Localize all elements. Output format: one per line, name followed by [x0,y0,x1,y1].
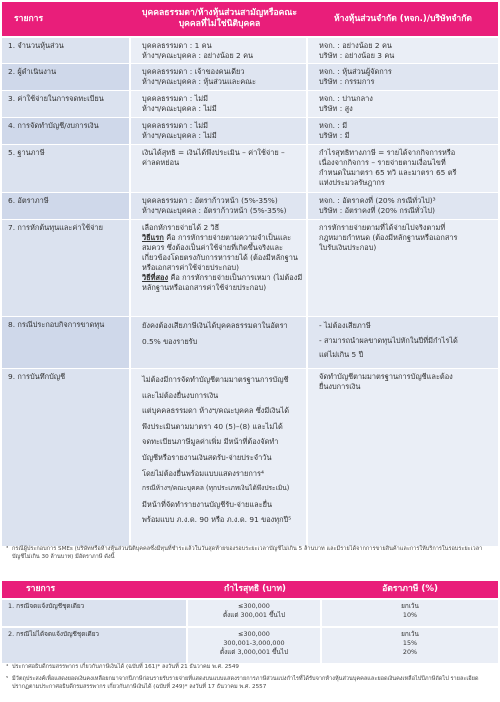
row-company: - ไม่ต้องเสียภาษี - สามารถนำผลขาดทุนไปหักในปีที่มีกำไรได้ แต่ไม่เกิน 5 ปี [308,317,498,368]
row-company: หจก. : หุ้นส่วนผู้จัดการ บริษัท : กรรมการ [308,64,498,90]
table-row [2,317,498,369]
footnote-4: ⁴ ประกาศอธิบดีกรมสรรพากร เกี่ยวกับภาษีเงินได้ (ฉบับที่ 161)* ลงวันที่ 21 ธันวาคม พ.ศ. 2549 [6,664,239,670]
table-row [2,193,498,220]
table-row [2,369,498,547]
sme-row-profit: ≤300,000 300,001-3,000,000 ตั้งแต่ 3,000,001 ขึ้นไป [188,628,322,663]
row-individual: บุคคลธรรมดา : 1 คน ห้างฯ/คณะบุคคล : อย่างน้อย 2 คน [131,38,308,63]
sme-table-header [2,581,498,598]
table-row [2,600,498,626]
row-company: กำไรสุทธิทางภาษี = รายได้จากกิจการหรือ เนื่องจากกิจการ – รายจ่ายตามเงื่อนไขที่ กำหนดในมาตรา 65 ทวิ และมาตรา 65 ตรี แห่งประมวลรัษฎากร [308,145,498,192]
table-row [2,64,498,91]
header-company: ห้างหุ้นส่วนจำกัด (หจก.)/บริษัทจำกัด [333,13,473,24]
row-individual: บุคคลธรรมดา : เจ้าของคนเดียว ห้างฯ/คณะบุคคล : หุ้นส่วนและคณะ [131,64,308,90]
row-item: 4. การจัดทำบัญชี/งบการเงิน [2,118,131,144]
row-item: 5. ฐานภาษี [2,145,131,192]
table-row [2,220,498,317]
row-company: หจก. : อัตราคงที่ (20% กรณีทั่วไป)³ บริษัท : อัตราคงที่ (20% กรณีทั่วไป) [308,193,498,219]
row-individual: เลือกหักรายจ่ายได้ 2 วิธี วิธีแรก คือ การหักรายจ่ายตามความจำเป็นและสมควร ซึ่งต้องเป็นค่าใช้จ่ายที่เกิดขึ้นจริงและเกี่ยวข้องโดยตรงกับการหารายได้ (ต้องมีหลักฐานหรือเอกสารค่าใช้จ่ายประกอบ) วิธีที่สอง คือ การหักรายจ่ายเป็นการเหมา (ไม่ต้องมีหลักฐานหรือเอกสารค่าใช้จ่ายประกอบ) [131,220,308,316]
row-company: จัดทำบัญชีตามมาตรฐานการบัญชีและต้อง ยื่นงบการเงิน [308,369,498,546]
row-company: การหักรายจ่ายตามที่ได้จ่ายไปจริงตามที่ กฎหมายกำหนด (ต้องมีหลักฐานหรือเอกสาร ใบรับเงินประกอบ) [308,220,498,316]
sme-row-item: 1. กรณีจดแจ้งบัญชีชุดเดียว [2,600,188,626]
sme-row-profit: ≤300,000 ตั้งแต่ 300,001 ขึ้นไป [188,600,322,626]
sme-row-rate: ยกเว้น 15% 20% [322,628,498,663]
row-individual: ไม่ต้องมีการจัดทำบัญชีตามมาตรฐานการบัญชี และไม่ต้องยื่นงบการเงิน แต่บุคคลธรรมดา ห้างฯ/คณะบุคคล ซึ่งมีเงินได้ พึงประเมินตามมาตรา 40 (5)–(8) และไม่ได้ จดทะเบียนภาษีมูลค่าเพิ่ม มีหน้าที่ต้องจัดทำ บัญชีหรือรายงานเงินสดรับ-จ่ายประจำวัน โดยไม่ต้องยื่นพร้อมแบบแสดงรายการ⁴ กรณีห้างฯ/คณะบุคคล (ทุกประเภทเงินได้พึงประเมิน) มีหน้าที่จัดทำรายงานบัญชีรับ-จ่ายและยื่น พร้อมแบบ ภ.ง.ด. 90 หรือ ภ.ง.ด. 91 ของทุกปี⁵ [131,369,308,546]
row-individual: เงินได้สุทธิ = เงินได้พึงประเมิน – ค่าใช้จ่าย – ค่าลดหย่อน [131,145,308,192]
sme-row-item: 2. กรณีไม่ได้จดแจ้งบัญชีชุดเดียว [2,628,188,663]
row-item: 1. จำนวนหุ้นส่วน [2,38,131,63]
row-item: 6. อัตราภาษี [2,193,131,219]
comparison-table [2,2,498,547]
row-item: 3. ค่าใช้จ่ายในการจดทะเบียน [2,91,131,117]
row-individual: บุคคลธรรมดา : อัตราก้าวหน้า (5%-35%) ห้างฯ/คณะบุคคล : อัตราก้าวหน้า (5%-35%) [131,193,308,219]
row-individual: ยังคงต้องเสียภาษีเงินได้บุคคลธรรมดาในอัตรา 0.5% ของรายรับ [131,317,308,368]
table-row [2,145,498,193]
row-item: 2. ผู้ดำเนินงาน [2,64,131,90]
header-individual: บุคคลธรรมดา/ห้างหุ้นส่วนสามัญหรือคณะบุคคลที่ไม่ใช่นิติบุคคล [142,8,297,29]
row-company: หจก. : ปานกลาง บริษัท : สูง [308,91,498,117]
table-header [2,2,498,36]
table-row [2,38,498,64]
table-row [2,91,498,118]
row-company: หจก. : มี บริษัท : มี [308,118,498,144]
footnote-3: ³ กรณีผู้ประกอบการ SMEs (บริษัทหรือห้างหุ้นส่วนนิติบุคคลซึ่งมีทุนที่ชำระแล้วในวันสุดท้ายของรอบระยะเวลาบัญชีไม่เกิน 5 ล้านบาท และมีรายได้จากการขายสินค้าและการให้บริการในรอบระยะเวลาบัญชีไม่เกิน 30 ล้านบาท) มีอัตราภาษี ดังนี้ [6,546,483,560]
row-item: 8. กรณีประกอบกิจการขาดทุน [2,317,131,368]
sme-row-rate: ยกเว้น 10% [322,600,498,626]
row-item: 7. การหักต้นทุนและค่าใช้จ่าย [2,220,131,316]
sme-header-item: รายการ [26,584,56,594]
row-individual: บุคคลธรรมดา : ไม่มี ห้างฯ/คณะบุคคล : ไม่มี [131,118,308,144]
header-item: รายการ [14,13,44,24]
row-company: หจก. : อย่างน้อย 2 คน บริษัท : อย่างน้อย 3 คน [308,38,498,63]
sme-header-profit: กำไรสุทธิ (บาท) [224,584,286,594]
sme-header-rate: อัตราภาษี (%) [382,584,438,594]
footnote-5: ⁵ มีวัตถุประสงค์เพื่อแสดงยอดเงินคงเหลือยกมาจากปีภาษีก่อนรายรับรายจ่ายที่แสดงบนแบบแสดงรายการภาษีส่วนแบ่งกำไรที่ได้รับจากห้างหุ้นส่วนบุคคลและยอดเงินคงเหลือไปปีภาษีถัดไป รายละเอียดปรากฏตามประกาศอธิบดีกรมสรรพากร เกี่ยวกับภาษีเงินได้ (ฉบับที่ 249)* ลงวันที่ 17 ธันวาคม พ.ศ. 2557 [6,676,479,690]
row-item: 9. การบันทึกบัญชี [2,369,131,546]
row-individual: บุคคลธรรมดา : ไม่มี ห้างฯ/คณะบุคคล : ไม่มี [131,91,308,117]
table-row [2,628,498,663]
table-row [2,118,498,145]
sme-tax-table [2,581,498,663]
